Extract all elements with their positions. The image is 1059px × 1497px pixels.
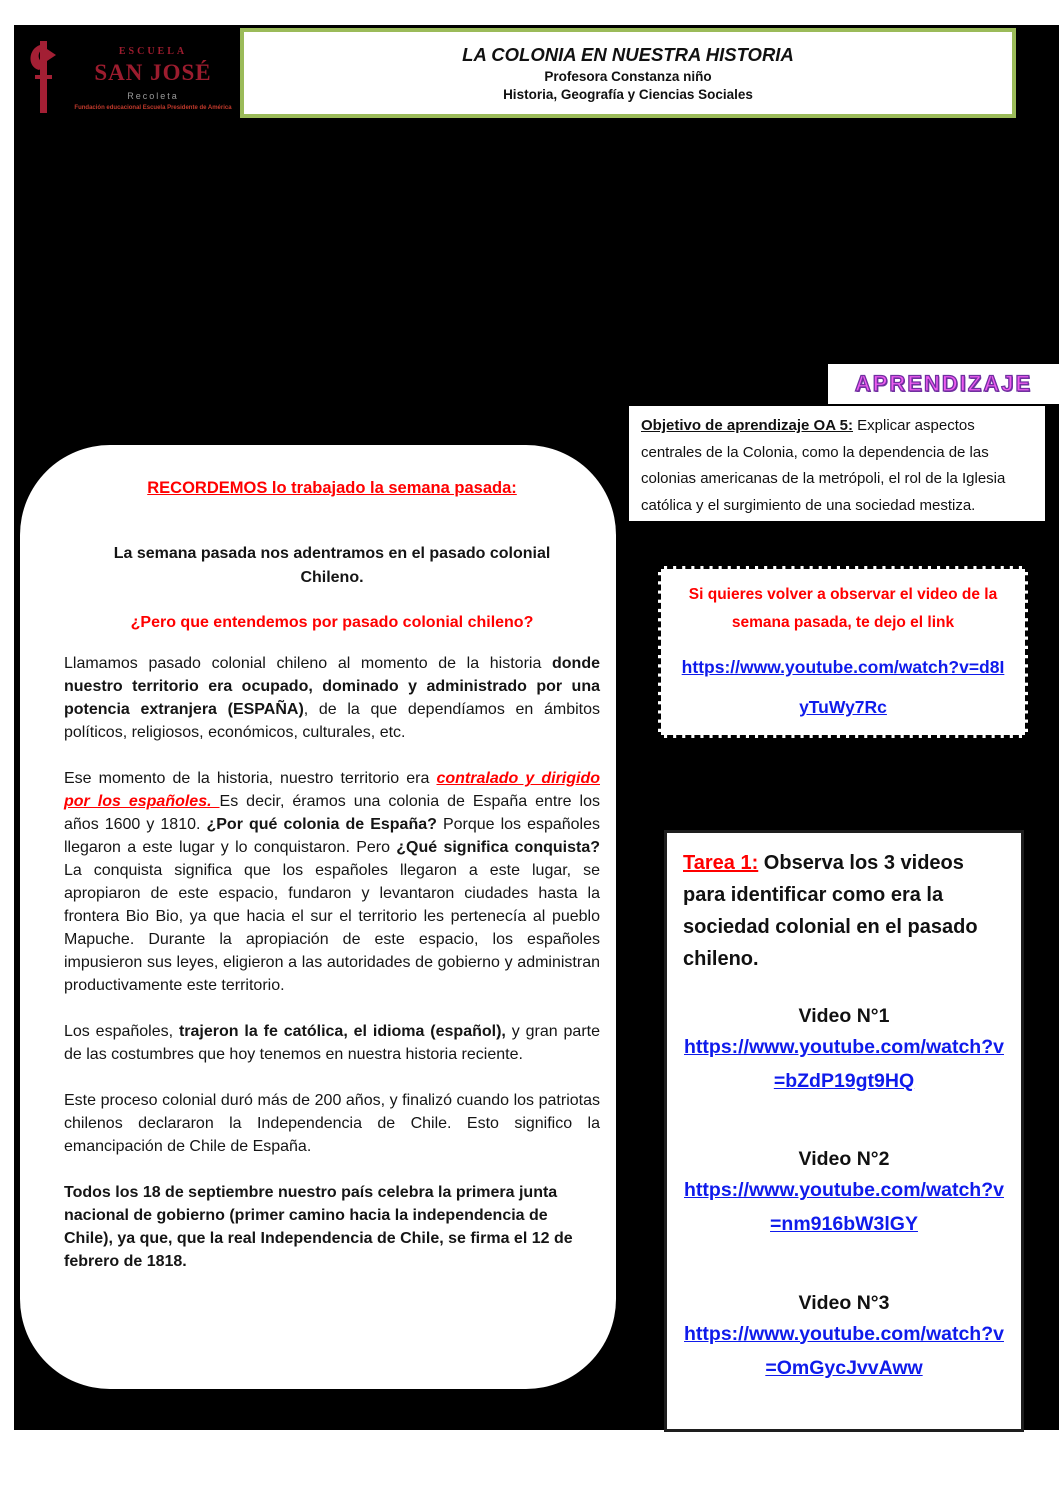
video-item-1	[683, 1005, 1005, 1098]
recall-paragraph: Todos los 18 de septiembre nuestro país celebra la primera junta nacional de gobierno (primer camino hacia la independencia de Chile), ya que, que la real Independencia de Chile, se firma el 12 de febrero de 1818.	[64, 1184, 573, 1270]
recall-bubble	[20, 445, 616, 1389]
school-name: SAN JOSÉ	[94, 59, 212, 85]
objective-text: Explicar aspectos centrales de la Colonia, como la dependencia de las colonias americanas de la metrópoli, el rol de la Iglesia católica y el surgimiento de una sociedad mestiza.	[641, 417, 1006, 515]
video-1-label: Video N°1	[798, 1005, 890, 1027]
task-box	[664, 830, 1024, 1432]
teacher-name: Profesora Constanza niño	[544, 69, 712, 84]
video-3-label: Video N°3	[798, 1291, 890, 1314]
recall-paragraph: Llamamos pasado colonial chileno al momento de la historia donde nuestro territorio era ocupado, dominado y administrado por una potencia extranjera (ESPAÑA), de la que dependíamos en ámbitos políticos, religiosos, económicos, culturales, etc.	[64, 655, 600, 741]
recall-paragraph: Los españoles, trajeron la fe católica, el idioma (español), y gran parte de las costumbres que hoy tenemos en nuestra historia reciente.	[64, 1023, 601, 1063]
objective-label: Objetivo de aprendizaje OA 5:	[641, 417, 853, 434]
school-logo-icon	[26, 37, 60, 122]
task-label: Tarea 1:	[683, 852, 759, 874]
video-2-label: Video N°2	[798, 1148, 890, 1171]
subject-name: Historia, Geografía y Ciencias Sociales	[503, 87, 753, 102]
recall-paragraph: Ese momento de la historia, nuestro territorio era contralado y dirigido por los españoles. Es decir, éramos una colonia de España entre los años 1600 y 1810. ¿Por qué colonia de España? Porque los españoles llegaron a este lugar y lo conquistaron. Pero ¿Qué significa conquista? La conquista significa que los españoles llegaron a este lugar, se apropiaron de este espacio, fundaron y levantaron ciudades hasta la frontera Bio Bio, ya que hacia el sur el territorio les pertenecía al pueblo Mapuche. Durante la apropiación de este espacio, los españoles impusieron sus leyes, eligieron a las autoridades de gobierno y administran productivamente este territorio.	[64, 770, 601, 994]
video-1-link[interactable]: https://www.youtube.com/watch?v=bZdP19gt9HQ	[684, 1036, 1004, 1093]
objective-box	[627, 404, 1047, 523]
recall-paragraphs	[64, 652, 600, 1273]
document-title: LA COLONIA EN NUESTRA HISTORIA	[462, 44, 794, 65]
aprendizaje-badge-label: APRENDIZAJE	[854, 371, 1033, 396]
school-tagline: Fundación educacional Escuela Presidente de América	[74, 104, 232, 111]
video-2-link[interactable]: https://www.youtube.com/watch?v=nm916bW3lGY	[684, 1179, 1004, 1236]
video-reminder-box	[658, 566, 1028, 738]
recall-question: ¿Pero que entendemos por pasado colonial chileno?	[130, 614, 534, 631]
school-location: Recoleta	[127, 91, 179, 102]
school-label: ESCUELA	[118, 46, 188, 58]
video-item-2	[683, 1148, 1005, 1241]
task-intro	[683, 847, 1005, 975]
task-text: Observa los 3 videos para identificar como era la sociedad colonial en el pasado chileno.	[683, 852, 978, 970]
school-logo	[26, 36, 238, 122]
recall-heading: RECORDEMOS lo trabajado la semana pasada:	[147, 479, 517, 497]
school-logo-text	[68, 46, 238, 111]
video-item-3	[683, 1292, 1005, 1385]
recall-intro: La semana pasada nos adentramos en el pasado colonial Chileno.	[113, 545, 551, 586]
aprendizaje-badge	[828, 364, 1059, 404]
last-week-video-link[interactable]: https://www.youtube.com/watch?v=d8IyTuWy7Rc	[681, 656, 1005, 718]
recall-paragraph: Este proceso colonial duró más de 200 años, y finalizó cuando los patriotas chilenos declararon la Independencia de Chile. Esto significo la emancipación de Chile de España.	[64, 1092, 600, 1155]
header-title-box	[240, 28, 1016, 118]
video-list	[683, 1005, 1005, 1385]
video-3-link[interactable]: https://www.youtube.com/watch?v=OmGycJvvAww	[684, 1322, 1004, 1379]
video-reminder-text: Si quieres volver a observar el video de la semana pasada, te dejo el link	[688, 586, 998, 631]
